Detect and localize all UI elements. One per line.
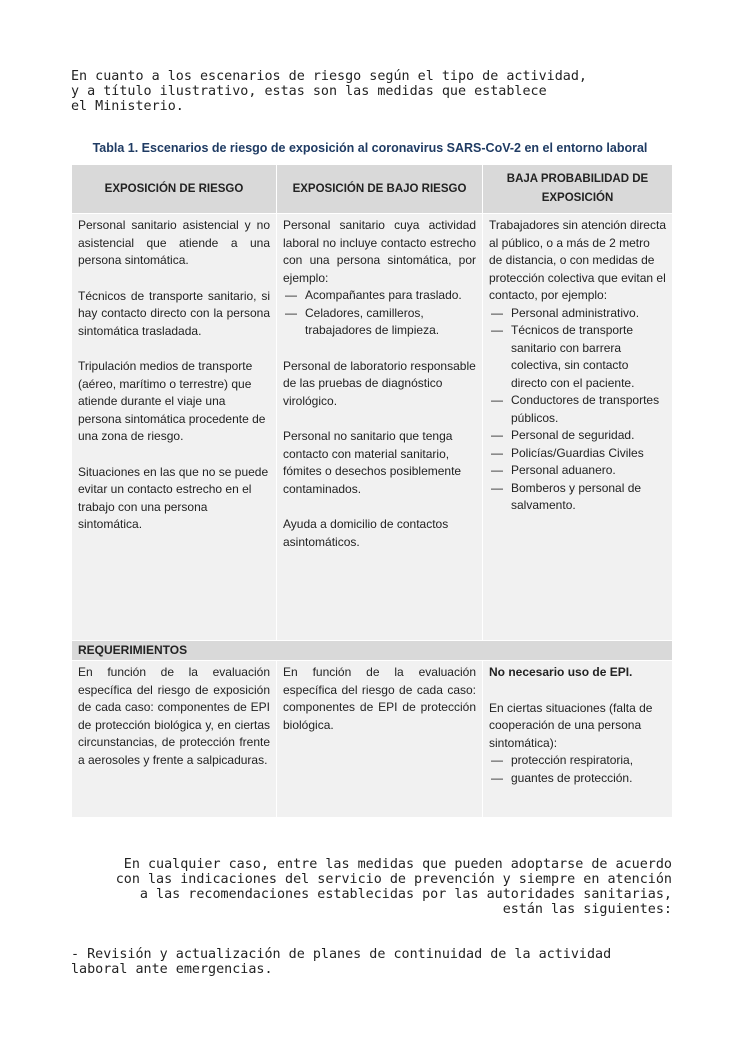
req-cell-baja-probabilidad: [483, 661, 673, 818]
paragraph-line: En cualquier caso, entre las medidas que pueden adoptarse de acuerdo: [123, 857, 672, 872]
cell-list: [489, 305, 666, 515]
measure-item: [71, 947, 672, 977]
table-row-scenarios: [72, 214, 673, 641]
cell-paragraph: En ciertas situaciones (falta de cooperación de una persona sintomática):: [489, 700, 653, 750]
paragraph-line: están las siguientes:: [502, 902, 672, 917]
list-item: — Personal aduanero.: [511, 462, 666, 480]
cell-baja-probabilidad: [483, 214, 673, 641]
list-item: — guantes de protección.: [511, 770, 666, 788]
list-item: — Personal de seguridad.: [511, 427, 666, 445]
paragraph-line: con las indicaciones del servicio de prevención y siempre en atención: [115, 872, 672, 887]
list-item: — Bomberos y personal de salvamento.: [511, 480, 666, 515]
requirements-row: [72, 641, 673, 661]
cell-paragraph: Personal no sanitario que tenga contacto con material sanitario, fómites o desechos posiblemente contaminados.: [283, 429, 462, 496]
measure-line: laboral ante emergencias.: [71, 962, 273, 977]
list-item: — Conductores de transportes públicos.: [511, 392, 666, 427]
cell-paragraph: Situaciones en las que no se puede evitar un contacto estrecho en el trabajo con una persona sintomática.: [78, 464, 269, 531]
cell-paragraph: Técnicos de transporte sanitario, si hay contacto directo con la persona sintomática trasladada.: [78, 288, 270, 338]
list-item: — Acompañantes para traslado.: [305, 287, 476, 305]
req-cell-exposicion-riesgo: En función de la evaluación específica del riesgo de exposición de cada caso: componentes de EPI de protección biológica y, en ciertas circunstancias, de protección frente a aerosoles y frente a salpicaduras.: [72, 661, 277, 818]
cell-paragraph: Personal de laboratorio responsable de las pruebas de diagnóstico virológico.: [283, 358, 476, 408]
intro-line: En cuanto a los escenarios de riesgo según el tipo de actividad,: [71, 69, 587, 84]
cell-list: [489, 752, 666, 787]
cell-paragraph: Ayuda a domicilio de contactos asintomáticos.: [283, 517, 449, 549]
cell-exposicion-riesgo: [72, 214, 277, 641]
list-item: — protección respiratoria,: [511, 752, 666, 770]
cell-paragraph: Trabajadores sin atención directa al público, o a más de 2 metro de distancia, o con medidas de protección colectiva que evitan el contacto, por ejemplo:: [489, 218, 666, 302]
intro-paragraph: [71, 69, 691, 114]
paragraph-line: a las recomendaciones establecidas por las autoridades sanitarias,: [139, 887, 672, 902]
intro-line: y a título ilustrativo, estas son las medidas que establece: [71, 84, 547, 99]
cell-paragraph: Tripulación medios de transporte (aéreo, marítimo o terrestre) que atiende durante el viaje una persona sintomática procedente de una zona de riesgo.: [78, 359, 266, 443]
list-item: — Celadores, camilleros, trabajadores de limpieza.: [305, 305, 476, 340]
header-baja-probabilidad: BAJA PROBABILIDAD DE EXPOSICIÓN: [483, 165, 673, 214]
intro-line: el Ministerio.: [71, 99, 184, 114]
cell-paragraph: Personal sanitario cuya actividad laboral no incluye contacto estrecho con una persona sintomática, por ejemplo:: [283, 218, 476, 285]
requirements-label: REQUERIMIENTOS: [72, 641, 673, 661]
list-item: — Personal administrativo.: [511, 305, 666, 323]
header-exposicion-bajo-riesgo: EXPOSICIÓN DE BAJO RIESGO: [277, 165, 483, 214]
cell-list: [283, 287, 476, 340]
table-caption: Tabla 1. Escenarios de riesgo de exposición al coronavirus SARS-CoV-2 en el entorno laboral: [92, 141, 648, 155]
table-row-requirements: [72, 661, 673, 818]
cell-exposicion-bajo-riesgo: [277, 214, 483, 641]
req-cell-exposicion-bajo-riesgo: En función de la evaluación específica del riesgo de cada caso: componentes de EPI de protección biológica.: [277, 661, 483, 818]
measures-paragraph: [71, 857, 672, 917]
req-bold-text: No necesario uso de EPI.: [489, 665, 633, 679]
list-item: — Policías/Guardias Civiles: [511, 445, 666, 463]
table-header-row: [72, 165, 673, 214]
list-item: — Técnicos de transporte sanitario con barrera colectiva, sin contacto directo con el paciente.: [511, 322, 666, 392]
measure-line: - Revisión y actualización de planes de continuidad de la actividad: [71, 947, 612, 962]
cell-paragraph: Personal sanitario asistencial y no asistencial que atiende a una persona sintomática.: [78, 218, 270, 267]
risk-scenarios-table: [71, 164, 673, 818]
header-exposicion-riesgo: EXPOSICIÓN DE RIESGO: [72, 165, 277, 214]
